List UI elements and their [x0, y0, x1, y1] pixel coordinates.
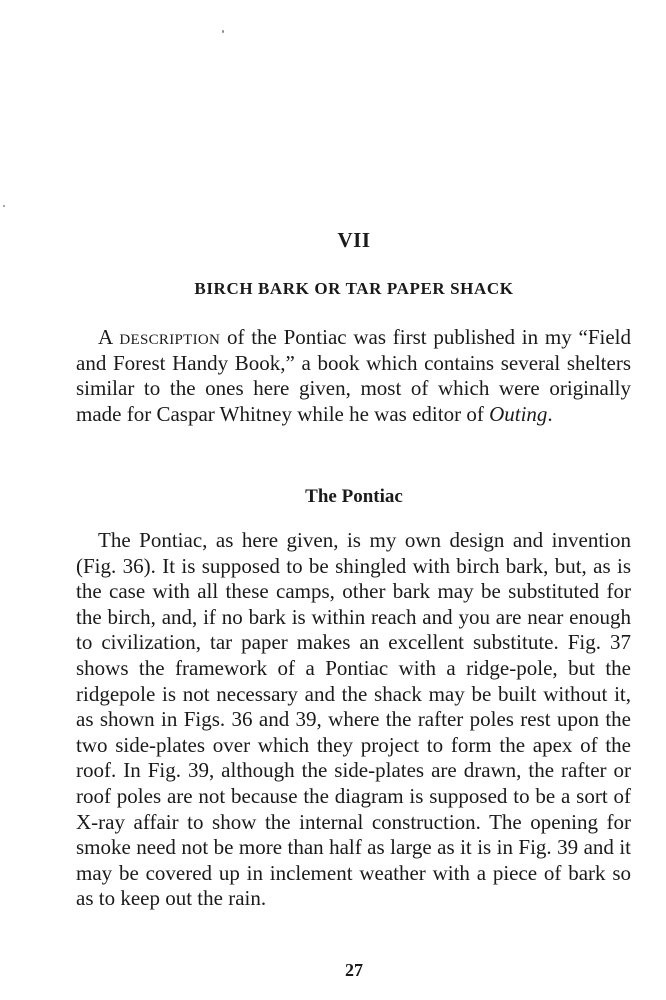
paragraph-text: of the Pontiac was first published in my “Field and Forest Handy Book,” a book which contains several shelters similar to the ones here given, most of which were originally made for Caspar Whitney while he was editor of	[76, 325, 631, 426]
chapter-number: VII	[337, 228, 371, 252]
page-number: 27	[345, 960, 363, 980]
section-heading: The Pontiac	[305, 486, 403, 507]
paragraph-text-end: .	[547, 401, 553, 426]
magazine-title: Outing	[489, 401, 548, 426]
scan-speck	[3, 205, 5, 207]
chapter-title: BIRCH BARK OR TAR PAPER SHACK	[194, 279, 514, 298]
scan-speck	[222, 30, 224, 33]
intro-paragraph	[76, 325, 631, 427]
body-paragraph: The Pontiac, as here given, is my own design and invention (Fig. 36). It is supposed to be shingled with birch bark, but, as is the case with all these camps, other bark may be substituted for the birch, and, if no bark is within reach and you are near enough to civilization, tar paper makes an excellent substitute. Fig. 37 shows the framework of a Pontiac with a ridge-pole, but the ridgepole is not necessary and the shack may be built without it, as shown in Figs. 36 and 39, where the rafter poles rest upon the two side-plates over which they project to form the apex of the roof. In Fig. 39, although the side-plates are drawn, the rafter or roof poles are not because the diagram is supposed to be a sort of X-ray affair to show the internal construction. The opening for smoke need not be more than half as large as it is in Fig. 39 and it may be covered up in inclement weather with a piece of bark so as to keep out the rain.	[76, 528, 631, 911]
small-caps-lead: A description	[98, 325, 221, 349]
